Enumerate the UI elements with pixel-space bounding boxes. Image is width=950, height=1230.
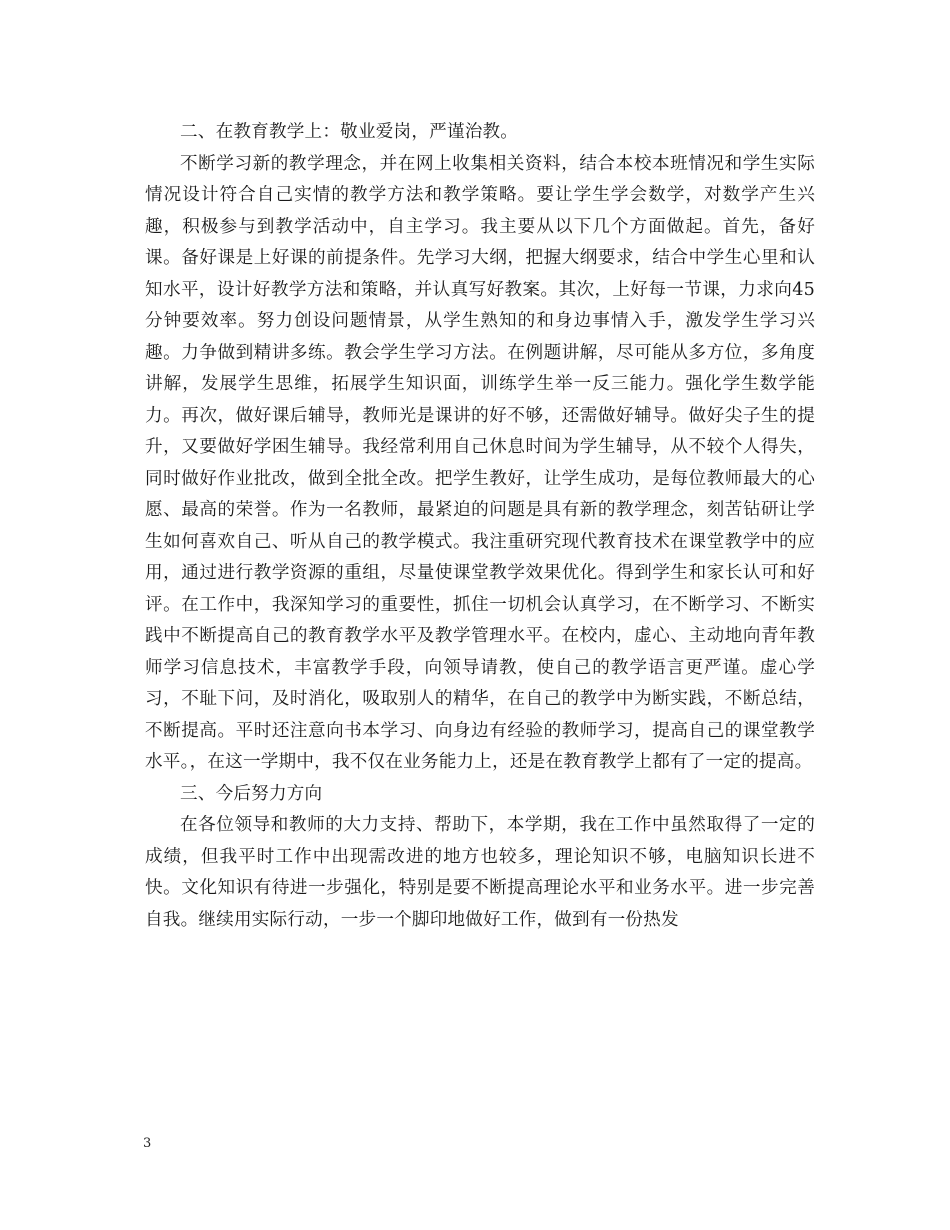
section-heading-future: 三、今后努力方向 xyxy=(180,783,323,804)
section-heading-education: 二、在教育教学上：敬业爱岗，严谨治教。 xyxy=(180,122,519,142)
body-paragraph-future: 在各位领导和教师的大力支持、帮助下，本学期，我在工作中虽然取得了一定的成绩，但我平时工作中出现需改进的地方也较多，理论知识不够，电脑知识长进不快。文化知识有待进一步强化，特别是要不断提高理论水平和业务水平。进一步完善自我。继续用实际行动，一步一个脚印地做好工作，做到有一份热发 xyxy=(145,815,815,930)
page-content xyxy=(145,117,815,936)
body-paragraph-teaching: 不断学习新的教学理念，并在网上收集相关资料，结合本校本班情况和学生实际情况设计符合自己实情的教学方法和教学策略。要让学生学会数学，对数学产生兴趣，积极参与到教学活动中，自主学习。我主要从以下几个方面做起。首先，备好课。备好课是上好课的前提条件。先学习大纲，把握大纲要求，结合中学生心里和认知水平，设计好教学方法和策略，并认真写好教案。其次，上好每一节课，力求向45分钟要效率。努力创设问题情景，从学生熟知的和身边事情入手，激发学生学习兴趣。力争做到精讲多练。教会学生学习方法。在例题讲解，尽可能从多方位，多角度讲解，发展学生思维，拓展学生知识面，训练学生举一反三能力。强化学生数学能力。再次，做好课后辅导，教师光是课讲的好不够，还需做好辅导。做好尖子生的提升，又要做好学困生辅导。我经常利用自己休息时间为学生辅导，从不较个人得失，同时做好作业批改，做到全批全改。把学生教好，让学生成功，是每位教师最大的心愿、最高的荣誉。作为一名教师，最紧迫的问题是具有新的教学理念，刻苦钻研让学生如何喜欢自己、听从自己的教学模式。我注重研究现代教育技术在课堂教学中的应用，通过进行教学资源的重组，尽量使课堂教学效果优化。得到学生和家长认可和好评。在工作中，我深知学习的重要性，抓住一切机会认真学习，在不断学习、不断实践中不断提高自己的教育教学水平及教学管理水平。在校内，虚心、主动地向青年教师学习信息技术，丰富教学手段，向领导请教，使自己的教学语言更严谨。虚心学习，不耻下问，及时消化，吸取别人的精华，在自己的教学中为断实践，不断总结，不断提高。平时还注意向书本学习、向身边有经验的教师学习，提高自己的课堂教学水平。，在这一学期中，我不仅在业务能力上，还是在教育教学上都有了一定的提高。 xyxy=(145,153,815,772)
page-number: 3 xyxy=(143,1136,152,1151)
